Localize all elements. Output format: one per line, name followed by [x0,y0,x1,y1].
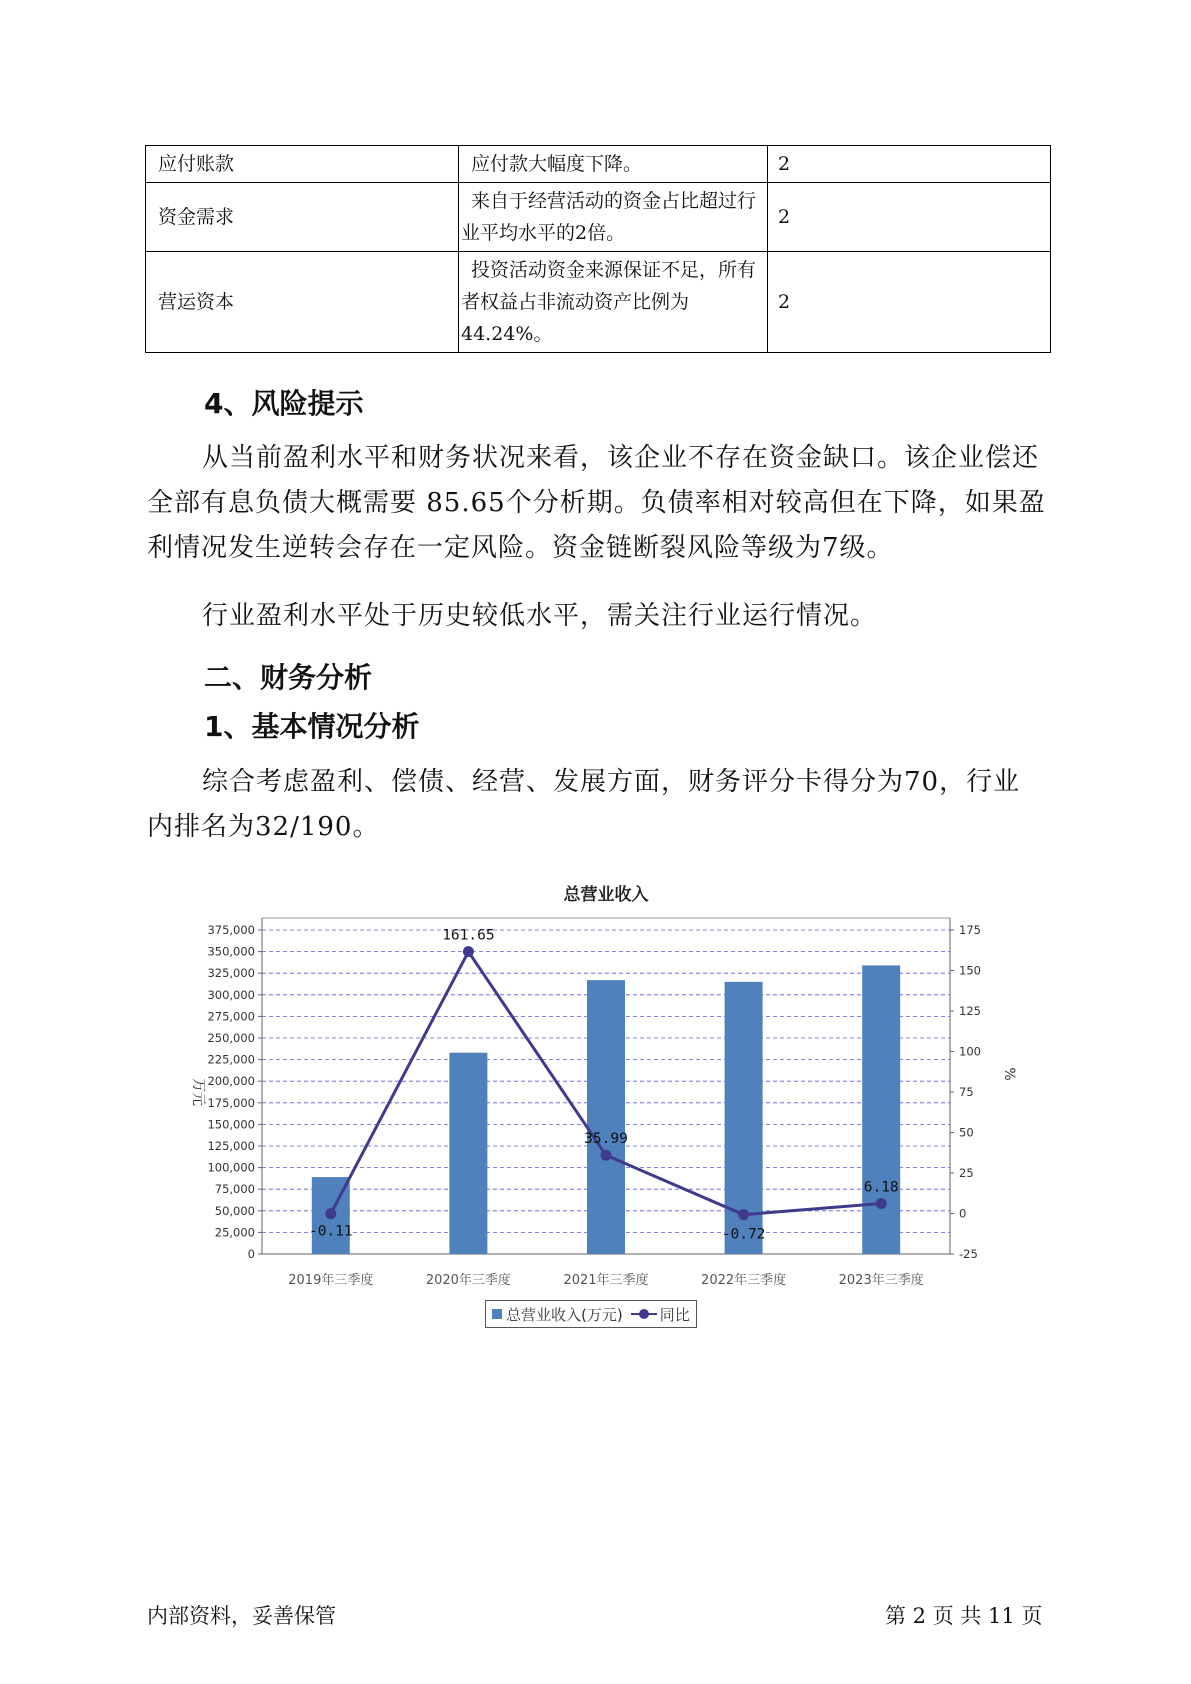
y-tick-label: 250,000 [207,1031,255,1045]
section-heading: 二、财务分析 [204,661,373,694]
y2-tick-label: 75 [959,1085,974,1099]
y-axis-title: 万元 [190,1078,206,1106]
x-tick-label: 2022年三季度 [701,1273,787,1288]
table-row [146,146,1051,183]
y-tick-label: 325,000 [207,966,255,981]
legend-line-label: 同比 [659,1305,690,1324]
yoy-point [738,1209,749,1220]
y2-axis-title: % [1001,1067,1017,1081]
yoy-data-label: -0.72 [721,1226,766,1243]
risk-heading: 4、风险提示 [204,387,364,420]
footer-left: 内部资料，妥善保管 [147,1604,336,1628]
table-cell-desc: 来自于经营活动的资金占比超过行业平均水平的2倍。 [459,183,768,252]
x-tick-label: 2023年三季度 [838,1273,924,1288]
risk-table [145,145,1051,353]
x-tick-label: 2019年三季度 [288,1273,374,1288]
table-cell-desc: 投资活动资金来源保证不足，所有者权益占非流动资产比例为44.24%。 [459,252,768,353]
bar [587,980,625,1254]
legend-bar-swatch [492,1309,502,1319]
risk-paragraph-1 [147,436,1047,571]
risk-paragraph-1-text: 从当前盈利水平和财务状况来看，该企业不存在资金缺口。该企业偿还全部有息负债大概需要 85.65个分析期。负债率相对较高但在下降，如果盈利情况发生逆转会存在一定风险。资金链断裂风险等级为7级。 [147,443,1046,563]
y-tick-label: 225,000 [207,1052,255,1067]
y-tick-label: 275,000 [207,1009,255,1024]
yoy-data-label: 161.65 [442,927,495,944]
legend-line-swatch [631,1309,657,1319]
subsection-heading: 1、基本情况分析 [204,710,420,743]
risk-paragraph-2-text: 行业盈利水平处于历史较低水平，需关注行业运行情况。 [202,601,878,631]
y-tick-label: 175,000 [207,1095,255,1110]
table-cell-item: 应付账款 [146,146,459,183]
chart-title: 总营业收入 [563,885,649,905]
yoy-data-label: -0.11 [308,1223,353,1240]
yoy-data-label: 6.18 [863,1179,899,1196]
y-tick-label: 350,000 [207,944,255,959]
analysis-paragraph-text: 综合考虑盈利、偿债、经营、发展方面，财务评分卡得分为70，行业内排名为32/190。 [147,767,1021,842]
table-cell-score: 2 [768,252,1051,353]
x-tick-label: 2021年三季度 [563,1273,649,1288]
table-cell-desc: 应付款大幅度下降。 [459,146,768,183]
table-cell-score: 2 [768,146,1051,183]
yoy-data-label: 35.99 [584,1131,628,1148]
y-tick-label: 75,000 [214,1182,255,1197]
y-tick-label: 50,000 [214,1203,255,1218]
y-tick-label: 125,000 [207,1139,255,1153]
x-tick-label: 2020年三季度 [425,1273,511,1288]
yoy-point [463,946,474,957]
revenue-chart [180,872,1040,1332]
legend-bar-label: 总营业收入(万元) [506,1305,623,1324]
y2-tick-label: 50 [959,1125,974,1140]
yoy-point [325,1208,336,1219]
y2-tick-label: 100 [959,1044,981,1059]
y-tick-label: 150,000 [207,1117,255,1132]
y2-tick-label: 25 [959,1166,974,1180]
table-cell-score: 2 [768,183,1051,252]
yoy-point [601,1150,612,1161]
y-tick-label: 375,000 [207,923,255,937]
table-row [146,183,1051,252]
y-tick-label: 200,000 [207,1074,255,1089]
table-cell-item: 资金需求 [146,183,459,252]
revenue-chart-svg [180,872,1040,1292]
y-tick-label: 25,000 [214,1225,255,1240]
table-row [146,252,1051,353]
y-tick-label: 300,000 [207,987,255,1002]
risk-paragraph-2 [147,594,1047,639]
y2-tick-label: -25 [959,1247,978,1261]
y-tick-label: 100,000 [207,1160,255,1175]
y2-tick-label: 175 [959,923,981,937]
bar [449,1053,487,1254]
chart-legend [485,1300,697,1328]
y2-tick-label: 150 [959,963,981,978]
bar [862,965,900,1254]
yoy-point [876,1198,887,1209]
table-cell-item: 营运资本 [146,252,459,353]
analysis-paragraph [147,760,1047,850]
footer-right: 第 2 页 共 11 页 [885,1604,1043,1628]
y-tick-label: 0 [247,1247,255,1261]
y2-tick-label: 0 [959,1206,967,1221]
y2-tick-label: 125 [959,1004,981,1018]
